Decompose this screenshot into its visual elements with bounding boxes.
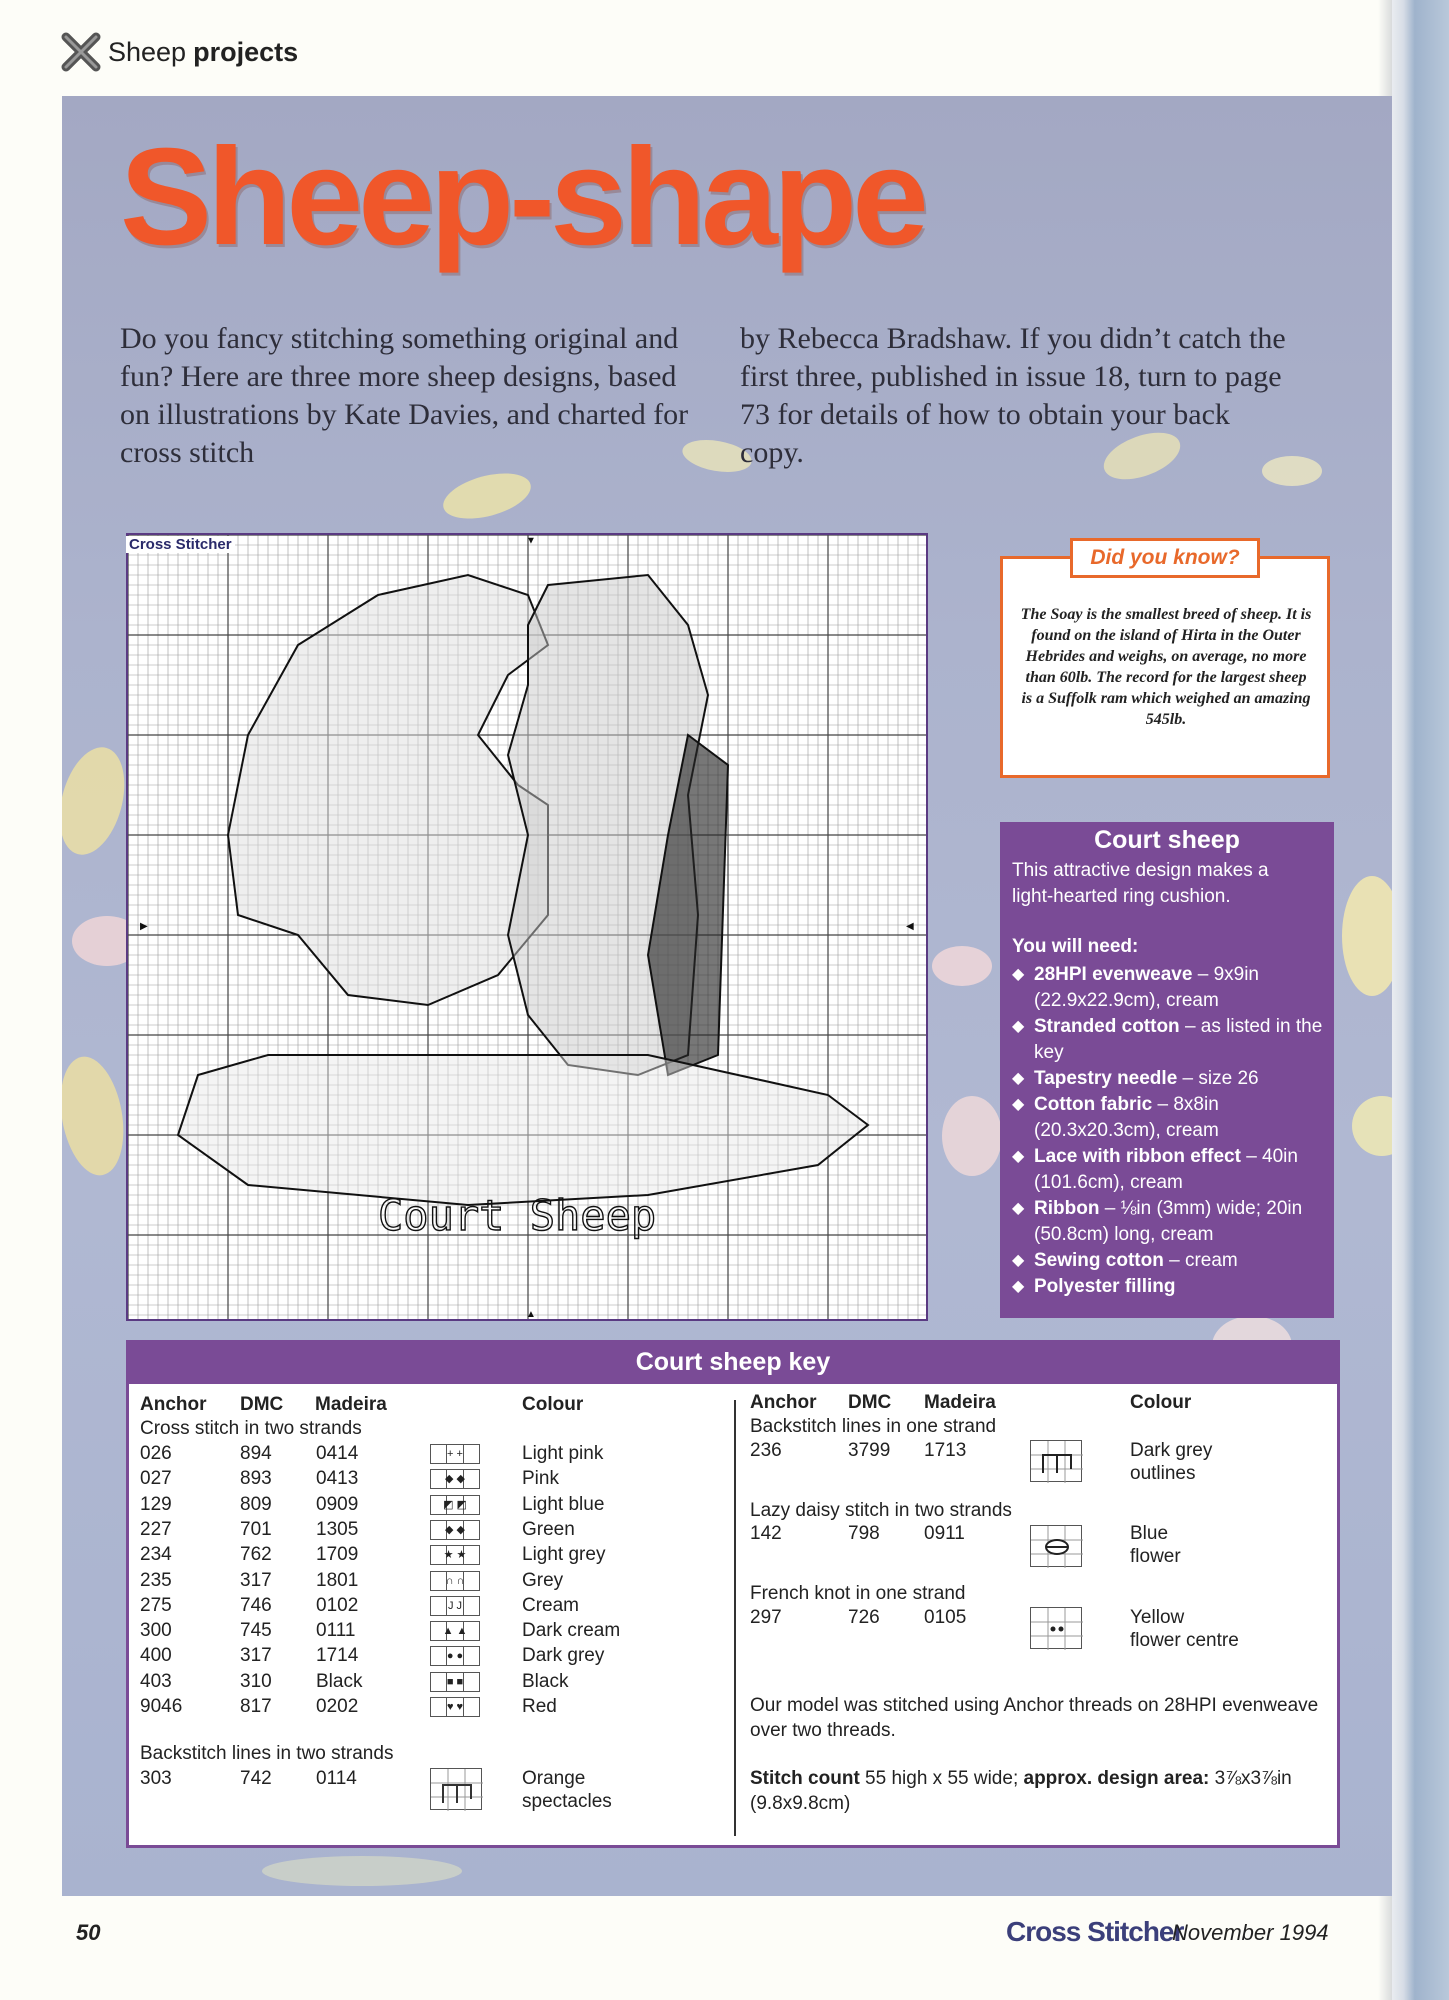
court-sheep-title: Court sheep [1094, 826, 1240, 854]
material-item: ◆ Lace with ribbon effect – 40in (101.6cm), cream [1012, 1144, 1332, 1196]
stitch-symbol: ■ ■ [430, 1672, 480, 1692]
key-title: Court sheep key [126, 1340, 1340, 1384]
stitch-count: Stitch count 55 high x 55 wide; approx. design area: 3⅞x3⅞in (9.8x9.8cm) [750, 1768, 1292, 1814]
stitch-symbol: ◆ ◆ [430, 1520, 480, 1540]
next-page-edge [1392, 0, 1449, 2000]
french-knot-label: French knot in one strand [750, 1583, 966, 1604]
chart-caption: Court Sheep [378, 1191, 657, 1240]
stitch-symbol: ∩ ∩ [430, 1571, 480, 1591]
you-will-need-heading: You will need: [1012, 936, 1139, 957]
key-row-cross-stitch: 403 310 Black Black [140, 1670, 569, 1692]
material-item: ◆ Stranded cotton – as listed in the key [1012, 1014, 1332, 1066]
did-you-know-title: Did you know? [1070, 538, 1260, 578]
col-header-madeira-right: Madeira [924, 1392, 996, 1413]
lazy-daisy-label: Lazy daisy stitch in two strands [750, 1500, 1012, 1521]
key-row-cross-stitch: 026 894 0414 Light pink [140, 1443, 604, 1464]
blue-flower-symbol [1030, 1525, 1082, 1567]
key-row-cross-stitch: 9046 817 0202 Red [140, 1696, 557, 1717]
col-header-madeira: Madeira [315, 1394, 387, 1415]
chart-label: Cross Stitcher [126, 536, 235, 553]
key-row-cross-stitch: 027 893 0413 Pink [140, 1468, 559, 1490]
section-name: Sheep [108, 36, 187, 67]
yellow-flower-centre-symbol [1030, 1607, 1082, 1649]
cross-stitch-x-icon [60, 31, 102, 73]
key-row-cross-stitch: 129 809 0909 Light blue [140, 1493, 605, 1515]
key-row-cross-stitch: 234 762 1709 Light grey [140, 1544, 606, 1566]
cushion-base-motif [178, 1055, 868, 1205]
key-row-cross-stitch: 400 317 1714 Dark grey [140, 1645, 605, 1667]
headline: Sheep-shape [120, 120, 924, 274]
key-row-french-knot: 297 726 0105 Yellow flower centre [750, 1607, 1239, 1651]
model-note: Our model was stitched using Anchor threads on 28HPI evenweave over two threads. [750, 1695, 1319, 1741]
page-number: 50 [76, 1920, 101, 1945]
magazine-name: Cross Stitcher [1006, 1916, 1184, 1947]
key-row-cross-stitch: 235 317 1801 Grey [140, 1569, 564, 1591]
chart-grid [128, 535, 926, 1319]
stitch-symbol: ● ● [430, 1646, 480, 1666]
stitch-symbol: ♥ ♥ [430, 1697, 480, 1717]
key-row-cross-stitch: 227 701 1305 Green [140, 1518, 575, 1540]
left-sheep-motif [228, 575, 548, 1005]
materials-list [1012, 962, 1332, 1300]
key-row-cross-stitch: 300 745 0111 Dark cream [140, 1620, 621, 1642]
intro-column-2: by Rebecca Bradshaw. If you didn’t catch the first three, published in issue 18, turn to page 73 for details of how to obtain your back copy. [740, 322, 1286, 469]
stitch-symbol: ★ ★ [430, 1545, 480, 1565]
did-you-know-text: The Soay is the smallest breed of sheep. It is found on the island of Hirta in the Outer Hebrides and weighs, on average, no more than 60lb. The record for the largest sheep is a Suffolk ram which weighed an amazing 545lb. [1020, 606, 1312, 728]
issue-date: November 1994 [1172, 1920, 1329, 1945]
material-item: ◆ Ribbon – ⅛in (3mm) wide; 20in (50.8cm) long, cream [1012, 1196, 1332, 1248]
stitch-symbol: ◩ ◩ [430, 1495, 480, 1515]
intro-column-1: Do you fancy stitching something original and fun? Here are three more sheep designs, based on illustrations by Kate Davies, and charted for cross stitch [120, 322, 689, 469]
material-item: ◆ Tapestry needle – size 26 [1012, 1066, 1332, 1092]
col-header-colour: Colour [522, 1394, 584, 1415]
center-arrow: ▲ [526, 1309, 536, 1319]
court-sheep-description: This attractive design makes a light-hearted ring cushion. [1012, 860, 1269, 907]
section-header [60, 30, 298, 74]
key-row-backstitch-one: 236 3799 1713 Dark grey outlines [750, 1440, 1213, 1484]
col-header-anchor: Anchor [140, 1394, 207, 1415]
backstitch-two-strands-label: Backstitch lines in two strands [140, 1743, 394, 1764]
center-arrow: ◀ [906, 921, 914, 932]
section-name-bold: projects [193, 36, 299, 67]
col-header-dmc-right: DMC [848, 1392, 892, 1413]
center-arrow: ▶ [140, 921, 148, 932]
cross-stitch-label: Cross stitch in two strands [140, 1418, 362, 1439]
center-arrow: ▼ [526, 535, 536, 547]
backstitch-one-strand-label: Backstitch lines in one strand [750, 1416, 997, 1437]
dark-grey-outline-symbol [1030, 1440, 1082, 1482]
stitch-symbol: J J [430, 1596, 480, 1616]
key-row-lazy-daisy: 142 798 0911 Blue flower [750, 1523, 1181, 1567]
material-item: ◆ Sewing cotton – cream [1012, 1248, 1332, 1274]
orange-spectacles-symbol [430, 1768, 482, 1810]
material-item: ◆ Polyester filling [1012, 1274, 1332, 1300]
col-header-dmc: DMC [240, 1394, 284, 1415]
key-row-backstitch-two: 303 742 0114 Orange spectacles [140, 1768, 612, 1812]
col-header-colour-right: Colour [1130, 1392, 1192, 1413]
col-header-anchor-right: Anchor [750, 1392, 817, 1413]
stitch-symbol: + + [430, 1444, 480, 1464]
material-item: ◆ Cotton fabric – 8x8in (20.3x20.3cm), cream [1012, 1092, 1332, 1144]
key-column-divider [734, 1400, 736, 1836]
cross-stitch-chart [126, 533, 928, 1321]
stitch-symbol: ▲ ▲ [430, 1621, 480, 1641]
material-item: ◆ 28HPI evenweave – 9x9in (22.9x22.9cm), cream [1012, 962, 1332, 1014]
key-row-cross-stitch: 275 746 0102 Cream [140, 1594, 580, 1616]
stitch-symbol: ◆ ◆ [430, 1469, 480, 1489]
